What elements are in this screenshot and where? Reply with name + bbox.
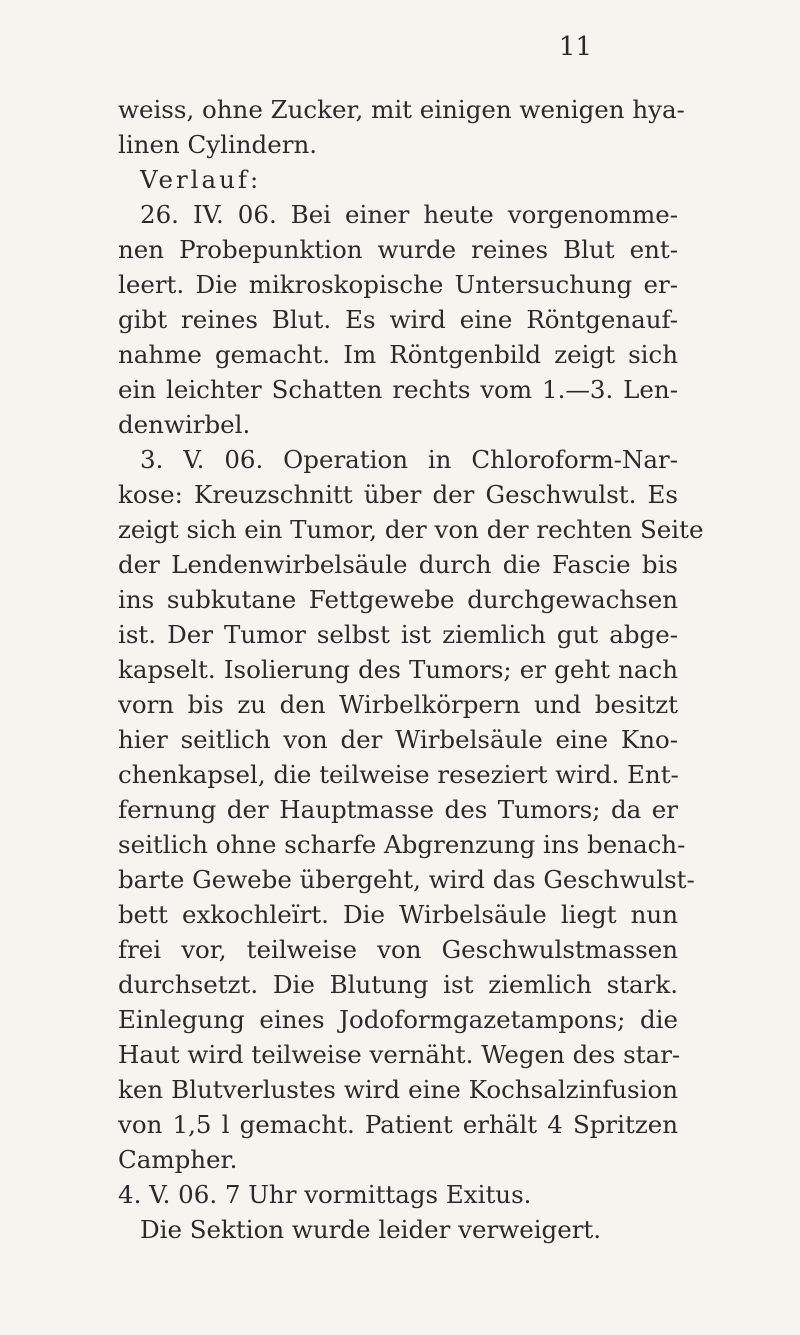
text-line: nen Probepunktion wurde reines Blut ent-	[118, 235, 678, 264]
page-number: 11	[558, 32, 592, 62]
text-line: Haut wird teilweise vernäht. Wegen des star-	[118, 1040, 681, 1069]
text-line: bett exkochleïrt. Die Wirbelsäule liegt nun	[118, 900, 678, 929]
text-line: kose: Kreuzschnitt über der Geschwulst. Es	[118, 480, 678, 509]
text-line: zeigt sich ein Tumor, der von der rechten Seite	[118, 515, 704, 544]
text-line: Campher.	[118, 1145, 238, 1174]
text-line: ein leichter Schatten rechts vom 1.—3. Len-	[118, 375, 678, 404]
text-line: von 1,5 l gemacht. Patient erhält 4 Spritzen	[118, 1110, 678, 1139]
text-line: barte Gewebe übergeht, wird das Geschwulst-	[118, 865, 695, 894]
text-line: 26. IV. 06. Bei einer heute vorgenomme-	[140, 200, 678, 229]
text-line: chenkapsel, die teilweise reseziert wird. Ent-	[118, 760, 679, 789]
text-line: gibt reines Blut. Es wird eine Röntgenauf-	[118, 305, 678, 334]
text-line: vorn bis zu den Wirbelkörpern und besitzt	[118, 690, 678, 719]
text-line: frei vor, teilweise von Geschwulstmassen	[118, 935, 678, 964]
text-line: linen Cylindern.	[118, 130, 318, 159]
text-line: kapselt. Isolierung des Tumors; er geht nach	[118, 655, 678, 684]
text-line: der Lendenwirbelsäule durch die Fascie bis	[118, 550, 678, 579]
text-line: ist. Der Tumor selbst ist ziemlich gut abge-	[118, 620, 678, 649]
body-text	[118, 92, 704, 1247]
text-line: nahme gemacht. Im Röntgenbild zeigt sich	[118, 340, 678, 369]
text-line: seitlich ohne scharfe Abgrenzung ins benach-	[118, 830, 686, 859]
text-line: weiss, ohne Zucker, mit einigen wenigen hya-	[118, 95, 685, 124]
text-line: 3. V. 06. Operation in Chloroform-Nar-	[140, 445, 678, 474]
text-line: Die Sektion wurde leider verweigert.	[140, 1215, 602, 1244]
text-line: hier seitlich von der Wirbelsäule eine Kno-	[118, 725, 678, 754]
text-line: leert. Die mikroskopische Untersuchung er-	[118, 270, 678, 299]
text-line: durchsetzt. Die Blutung ist ziemlich stark.	[118, 970, 678, 999]
text-line: ken Blutverlustes wird eine Kochsalzinfusion	[118, 1075, 678, 1104]
text-line: fernung der Hauptmasse des Tumors; da er	[118, 795, 678, 824]
text-line: ins subkutane Fettgewebe durchgewachsen	[118, 585, 678, 614]
text-line: 4. V. 06. 7 Uhr vormittags Exitus.	[118, 1180, 532, 1209]
section-heading-verlauf: Verlauf:	[140, 165, 262, 194]
text-line: denwirbel.	[118, 410, 251, 439]
text-line: Einlegung eines Jodoformgazetampons; die	[118, 1005, 678, 1034]
